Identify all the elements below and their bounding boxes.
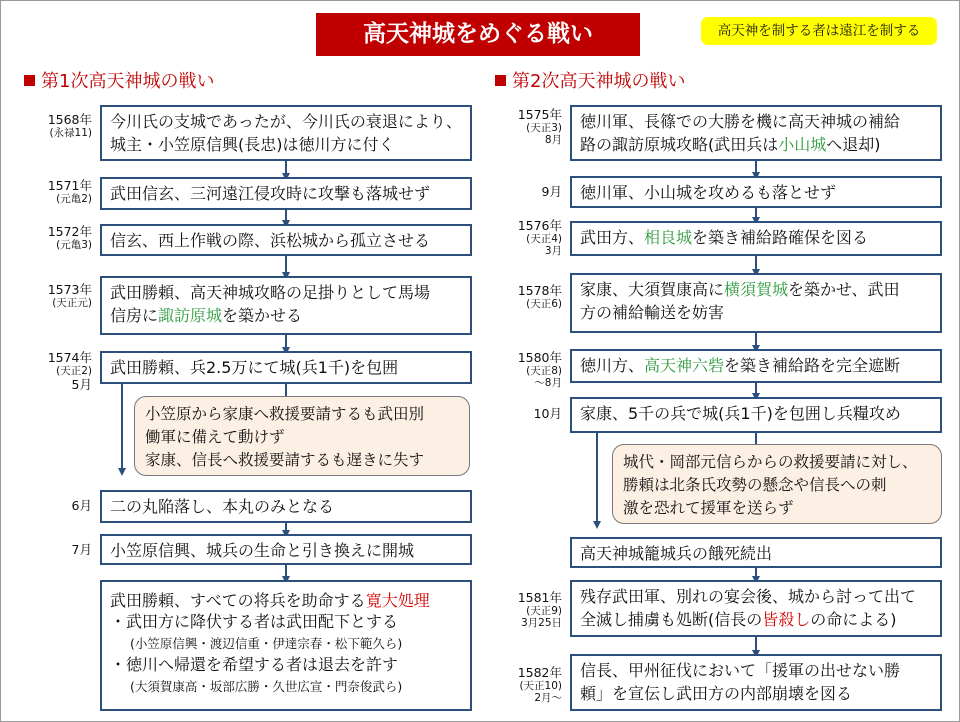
section-heading-first-battle — [24, 67, 214, 93]
year-label: 1581年 (天正9) 3月25日 — [517, 590, 562, 629]
event-box: 残存武田軍、別れの宴会後、城から討って出て 全滅し捕虜も処断(信長の皆殺しの命による) — [570, 580, 942, 637]
page-title: 高天神城をめぐる戦い — [316, 13, 640, 56]
year-label: 1572年 (元亀3) — [47, 224, 92, 251]
event-box: 今川氏の支城であったが、今川氏の衰退により、 城主・小笠原信興(長忠)は徳川方に付く — [100, 105, 472, 161]
event-box: 信長、甲州征伐において「援軍の出せない勝 頼」を宣伝し武田方の内部崩壊を図る — [570, 654, 942, 711]
year-label: 1574年 (天正2) 5月 — [47, 350, 92, 392]
year-label: 1582年 (天正10) 2月～ — [517, 665, 562, 704]
event-box: 武田勝頼、兵2.5万にて城(兵1千)を包囲 — [100, 351, 472, 384]
year-label: 1575年 (天正3) 8月 — [517, 107, 562, 146]
year-label: 1580年 (天正8) ～8月 — [517, 350, 562, 389]
event-box: 武田勝頼、高天神城攻略の足掛りとして馬場 信房に諏訪原城を築かせる — [100, 276, 472, 335]
event-box: 小笠原信興、城兵の生命と引き換えに開城 — [100, 534, 472, 565]
year-label: 6月 — [71, 498, 92, 513]
event-box: 家康、大須賀康高に横須賀城を築かせ、武田 方の補給輸送を妨害 — [570, 273, 942, 333]
section-heading-text: 第1次高天神城の戦い — [41, 71, 215, 92]
note-box: 小笠原から家康へ救援要請するも武田別 働軍に備えて動けず 家康、信長へ救援要請するも遅きに失す — [134, 396, 470, 476]
year-label: 1571年 (元亀2) — [47, 178, 92, 205]
slogan-badge: 高天神を制する者は遠江を制する — [701, 17, 937, 45]
event-box: 徳川方、高天神六砦を築き補給路を完全遮断 — [570, 349, 942, 383]
year-label: 1568年 (永禄11) — [47, 112, 92, 139]
event-box: 高天神城籠城兵の餓死続出 — [570, 537, 942, 568]
event-box: 徳川軍、長篠での大勝を機に高天神城の補給 路の諏訪原城攻略(武田兵は小山城へ退却) — [570, 105, 942, 161]
section-heading-text: 第2次高天神城の戦い — [512, 71, 686, 92]
event-box: 武田方、相良城を築き補給路確保を図る — [570, 221, 942, 256]
square-bullet-icon — [24, 75, 35, 86]
note-box: 城代・岡部元信らからの救援要請に対し、 勝頼は北条氏攻勢の懸念や信長への刺 激を恐れて援軍を送らず — [612, 444, 942, 524]
event-box: 信玄、西上作戦の際、浜松城から孤立させる — [100, 224, 472, 256]
year-label: 10月 — [533, 406, 562, 421]
event-box: 二の丸陥落し、本丸のみとなる — [100, 490, 472, 523]
year-label: 7月 — [71, 542, 92, 557]
year-label: 1576年 (天正4) 3月 — [517, 218, 562, 257]
year-label: 1578年 (天正6) — [517, 283, 562, 310]
square-bullet-icon — [495, 75, 506, 86]
event-box-final: 武田勝頼、すべての将兵を助命する寛大処理 ・武田方に降伏する者は武田配下とする (小笠原信興・渡辺信重・伊達宗春・松下範久ら) ・徳川へ帰還を希望する者は退去を許す (大須賀康高・坂部広勝・久世広宣・門奈俊武ら) — [100, 580, 472, 711]
event-box: 徳川軍、小山城を攻めるも落とせず — [570, 176, 942, 208]
year-label: 9月 — [541, 184, 562, 199]
event-box: 家康、5千の兵で城(兵1千)を包囲し兵糧攻め — [570, 397, 942, 433]
year-label: 1573年 (天正元) — [47, 282, 92, 309]
event-box: 武田信玄、三河遠江侵攻時に攻撃も落城せず — [100, 177, 472, 210]
section-heading-second-battle — [495, 67, 685, 93]
